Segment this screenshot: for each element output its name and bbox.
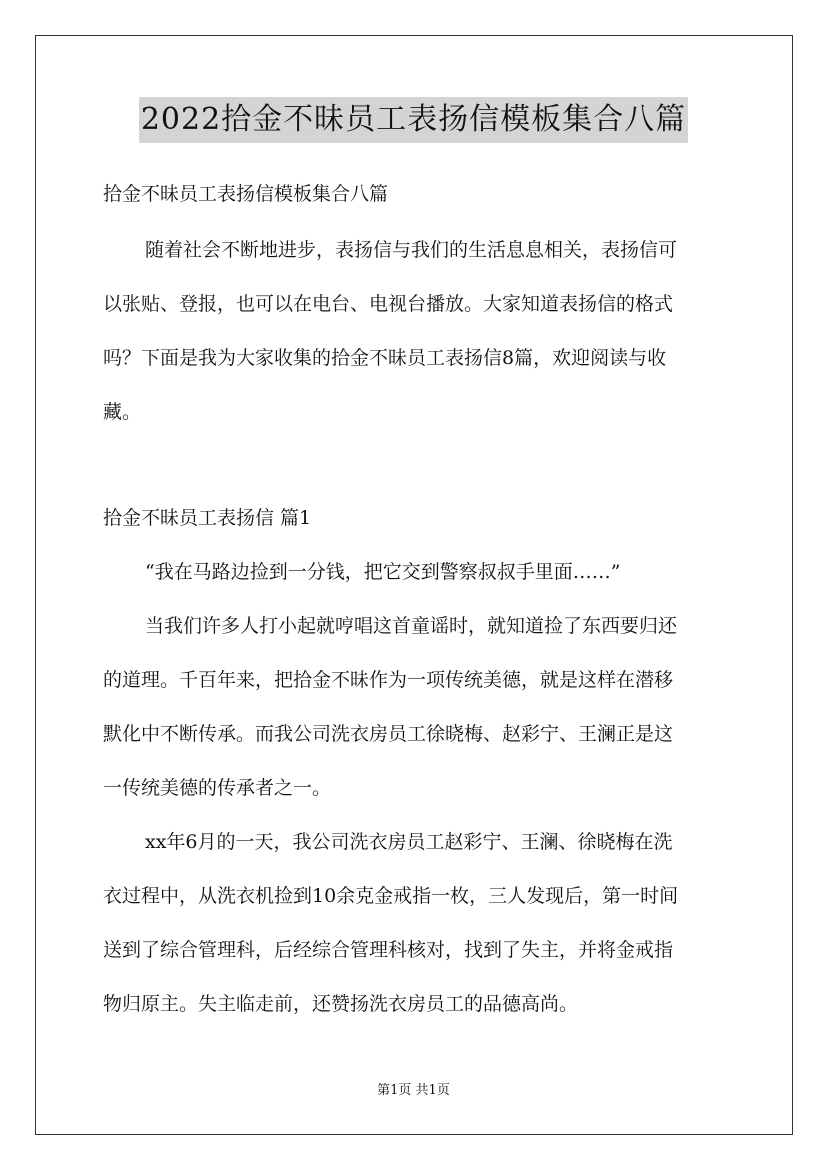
paragraph-line: 的道理。千百年来，把拾金不昧作为一项传统美德，就是这样在潜移: [103, 669, 674, 691]
intro-line: 随着社会不断地进步，表扬信与我们的生活息息相关，表扬信可: [145, 239, 678, 261]
page-footer: 第1页 共1页: [377, 1083, 450, 1098]
paragraph-line: 当我们许多人打小起就哼唱这首童谣时，就知道捡了东西要归还: [145, 615, 678, 637]
paragraph-line: 一传统美德的传承者之一。: [103, 777, 332, 799]
section-heading: 拾金不昧员工表扬信 篇1: [103, 507, 312, 529]
title-wrap: [0, 97, 827, 143]
intro-line: 吗？下面是我为大家收集的拾金不昧员工表扬信8篇，欢迎阅读与收: [103, 347, 667, 369]
intro-line: 以张贴、登报，也可以在电台、电视台播放。大家知道表扬信的格式: [103, 293, 674, 315]
subtitle: 拾金不昧员工表扬信模板集合八篇: [103, 183, 389, 205]
paragraph-line: xx年6月的一天，我公司洗衣房员工赵彩宁、王澜、徐晓梅在洗: [145, 831, 673, 853]
document-title: 2022拾金不昧员工表扬信模板集合八篇: [139, 97, 688, 143]
quote-line: “我在马路边捡到一分钱，把它交到警察叔叔手里面……”: [145, 561, 621, 583]
paragraph-line: 送到了综合管理科，后经综合管理科核对，找到了失主，并将金戒指: [103, 939, 674, 961]
paragraph-line: 物归原主。失主临走前，还赞扬洗衣房员工的品德高尚。: [103, 993, 579, 1015]
paragraph-line: 衣过程中，从洗衣机捡到10余克金戒指一枚，三人发现后，第一时间: [103, 885, 679, 907]
intro-line: 藏。: [103, 401, 142, 423]
paragraph-line: 默化中不断传承。而我公司洗衣房员工徐晓梅、赵彩宁、王澜正是这: [103, 723, 674, 745]
